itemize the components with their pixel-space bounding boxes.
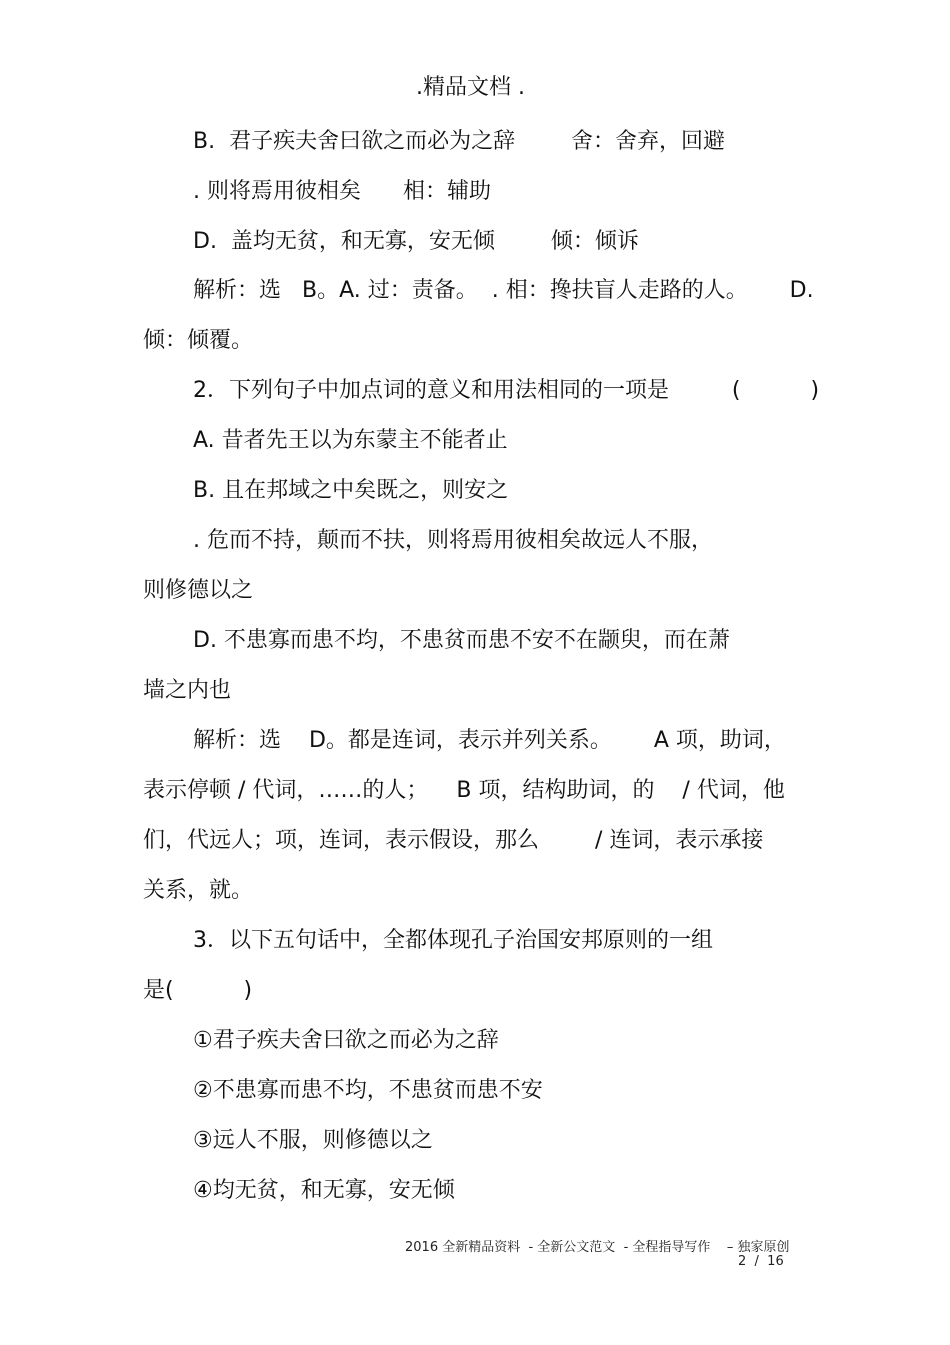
page-number: 2 / 16 [738,1254,784,1269]
option-d-cont: 墙之内也 [143,678,232,703]
text-line-3: D. 盖均无贫，和无寡，安无倾 倾：倾诉 [193,229,639,254]
analysis-2-cont-2: 们，代远人；项，连词，表示假设，那么 / 连词，表示承接 [143,828,764,853]
text-line-1: B. 君子疾夫舍曰欲之而必为之辞 舍：舍弃，回避 [193,129,726,154]
option-b: B. 且在邦域之中矣既之，则安之 [193,478,509,503]
text-line-5: 倾：倾覆。 [143,328,254,353]
analysis-2-cont-1: 表示停顿 / 代词，……的人； B 项，结构助词，的 / 代词，他 [143,778,785,803]
text-line-2: . 则将焉用彼相矣 相：辅助 [193,179,491,204]
item-2: ②不患寡而患不均，不患贫而患不安 [193,1078,543,1103]
option-a: A. 昔者先王以为东蒙主不能者止 [193,428,508,453]
footer-text: 2016 全新精品资料 - 全新公文范文 - 全程指导写作 – 独家原创 [405,1240,790,1255]
question-2: 2．下列句子中加点词的意义和用法相同的一项是 ( ) [193,378,820,403]
analysis-2-cont-3: 关系，就。 [143,878,254,903]
item-4: ④均无贫，和无寡，安无倾 [193,1178,455,1203]
text-line-4: 解析：选 B。A. 过：责备。 . 相：搀扶盲人走路的人。 D. [193,278,814,303]
item-1: ①君子疾夫舍曰欲之而必为之辞 [193,1028,499,1053]
analysis-2: 解析：选 D。都是连词，表示并列关系。 A 项，助词， [193,728,786,753]
option-c-cont: 则修德以之 [143,578,254,603]
question-3-cont: 是( ) [143,978,253,1003]
question-3: 3．以下五句话中，全都体现孔子治国安邦原则的一组 [193,928,713,953]
item-3: ③远人不服，则修德以之 [193,1128,433,1153]
option-c: . 危而不持，颠而不扶，则将焉用彼相矣故远人不服， [193,528,713,553]
page-header: .精品文档 . [416,75,525,100]
option-d: D. 不患寡而患不均，不患贫而患不安不在颛臾，而在萧 [193,628,730,653]
